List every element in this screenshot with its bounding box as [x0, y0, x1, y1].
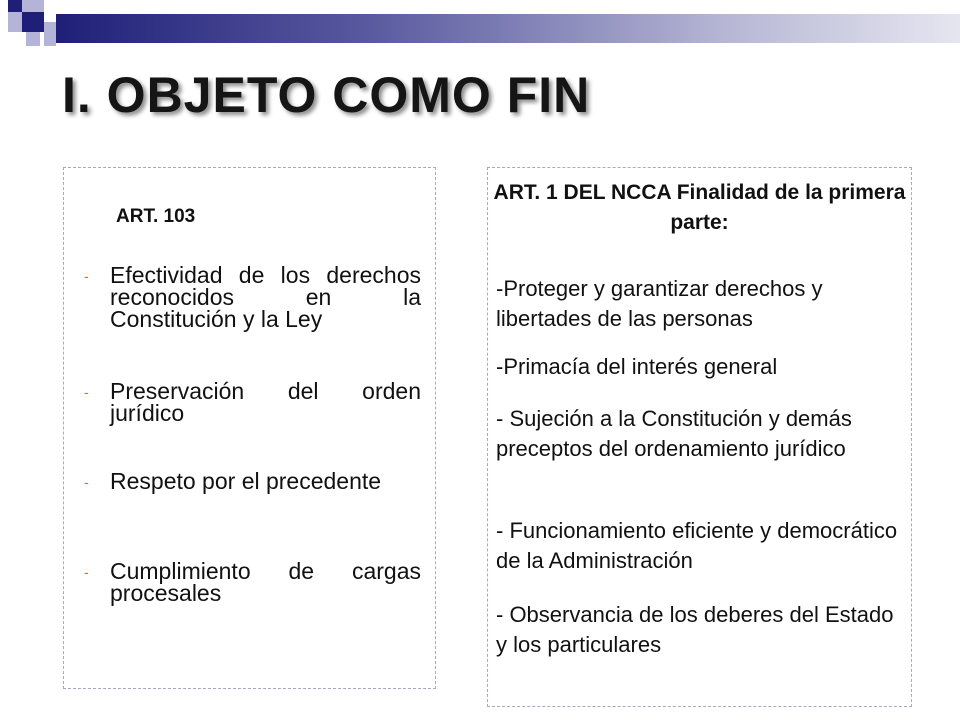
header-square-5: [44, 22, 56, 46]
left-panel-heading: ART. 103: [116, 206, 196, 227]
right-list-item: -Primacía del interés general: [496, 354, 778, 379]
left-list-item-text: Efectividad de los derechos reconocidos en la Constitución y la Ley: [110, 262, 421, 332]
right-list-item: -Proteger y garantizar derechos y libertades de las personas: [496, 276, 823, 331]
right-list-item: - Observancia de los deberes del Estado y los particulares: [496, 602, 894, 657]
left-list-item: [84, 470, 421, 494]
left-list-item: [84, 264, 421, 330]
right-panel: [487, 167, 912, 707]
bullet-dash-icon: -: [84, 564, 89, 580]
header-square-6: [26, 32, 40, 46]
bullet-dash-icon: -: [84, 474, 89, 490]
right-list-item: - Funcionamiento eficiente y democrático de la Administración: [496, 518, 898, 573]
left-list-item: [84, 560, 421, 604]
left-list-item-text: Cumplimiento de cargas procesales: [110, 558, 421, 606]
header-square-2: [22, 0, 44, 12]
left-list-item-text: Preservación del orden jurídico: [110, 378, 421, 426]
page-title: I. OBJETO COMO FIN: [62, 67, 591, 123]
left-panel: [63, 167, 436, 689]
bullet-dash-icon: -: [84, 268, 89, 284]
left-list-item-text: Respeto por el precedente: [110, 468, 382, 494]
header-square-1: [8, 0, 22, 12]
right-panel-heading: ART. 1 DEL NCCA Finalidad de la primera parte:: [493, 181, 906, 234]
right-list-item: - Sujeción a la Constitución y demás preceptos del ordenamiento jurídico: [496, 406, 852, 461]
left-list-item: [84, 380, 421, 424]
header-gradient-bar: [56, 14, 960, 43]
header-square-4: [22, 12, 44, 32]
bullet-dash-icon: -: [84, 384, 89, 400]
header-square-3: [8, 12, 22, 32]
